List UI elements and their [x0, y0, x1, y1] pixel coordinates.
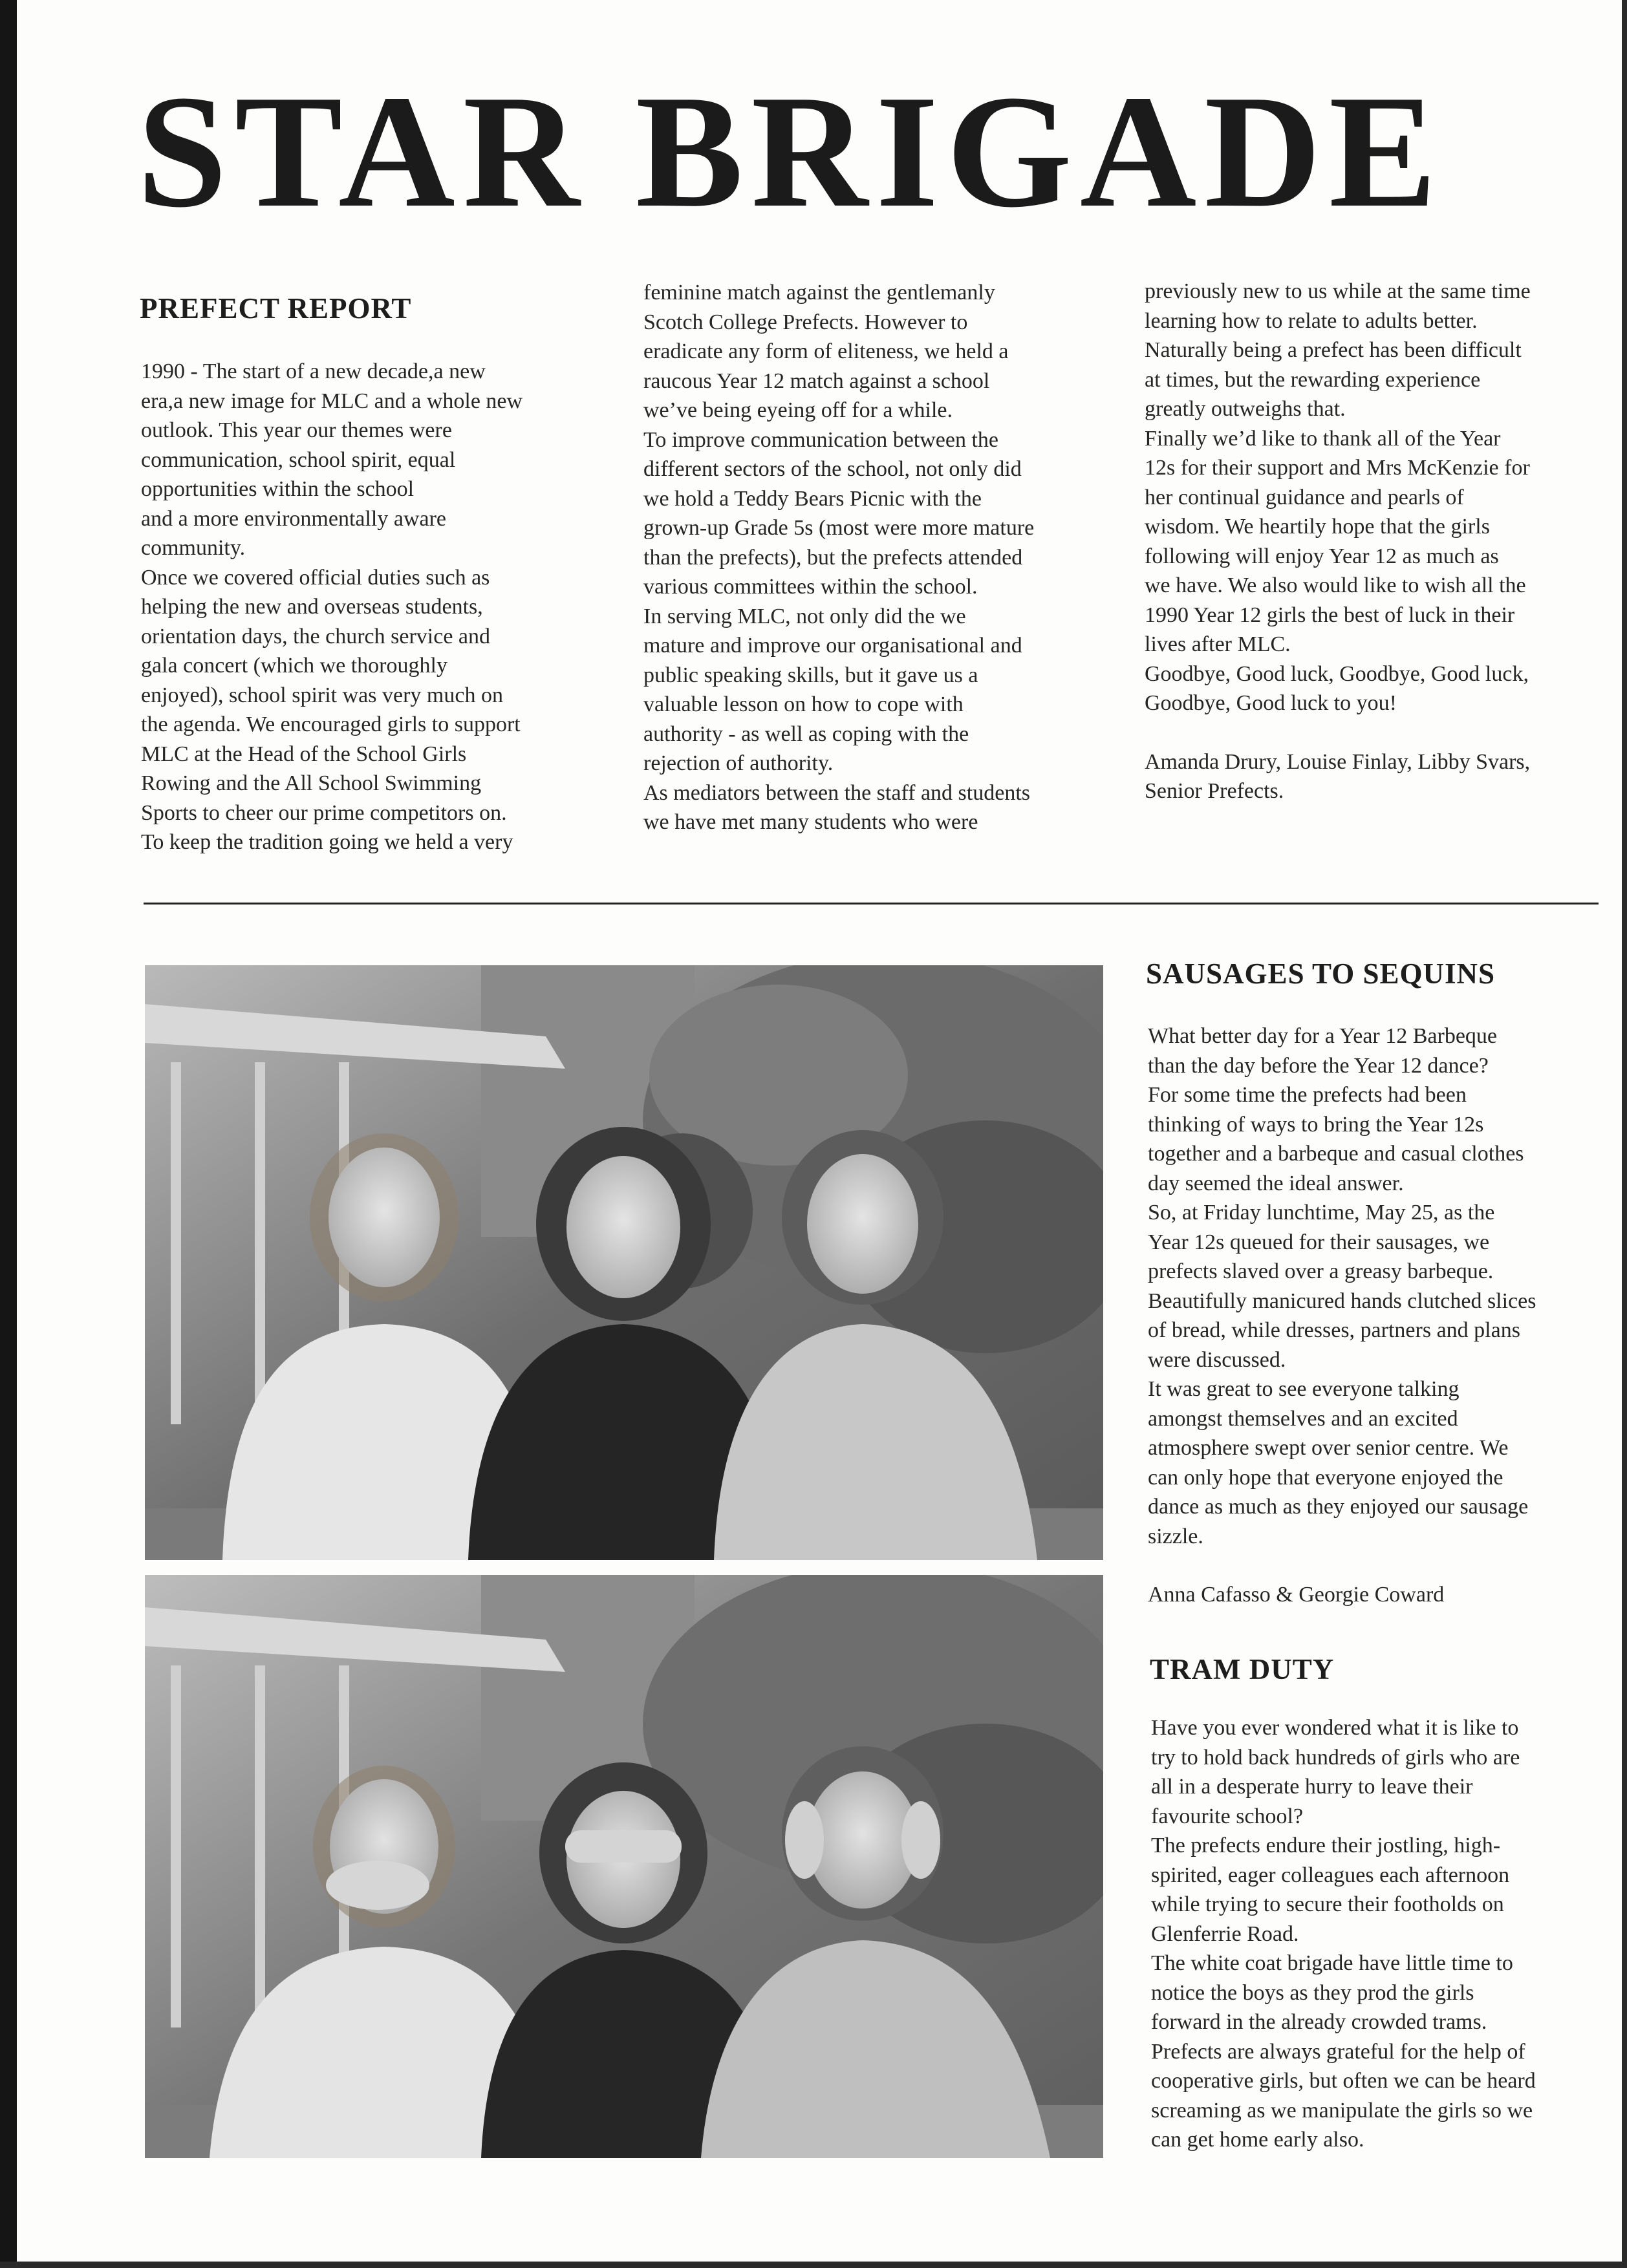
text-line: wisdom. We heartily hope that the girls: [1145, 515, 1490, 539]
text-line: were discussed.: [1148, 1347, 1286, 1372]
text-line: gala concert (which we thoroughly: [141, 654, 447, 678]
prefect-report-column-3: [1145, 277, 1610, 806]
text-line: notice the boys as they prod the girls: [1151, 1980, 1474, 2005]
text-line: and a more environmentally aware: [141, 506, 447, 531]
text-line: It was great to see everyone talking: [1148, 1377, 1460, 1401]
text-line: eradicate any form of eliteness, we held a: [643, 339, 1009, 363]
text-line: try to hold back hundreds of girls who are: [1151, 1745, 1520, 1770]
text-line: Goodbye, Good luck to you!: [1145, 691, 1397, 715]
text-line: MLC at the Head of the School Girls: [141, 742, 467, 766]
text-line: while trying to secure their footholds on: [1151, 1892, 1504, 1916]
text-line: following will enjoy Year 12 as much as: [1145, 544, 1499, 568]
text-line: amongst themselves and an excited: [1148, 1406, 1458, 1431]
text-line: different sectors of the school, not only did: [643, 457, 1022, 481]
text-line: rejection of authority.: [643, 751, 834, 775]
text-line: To improve communication between the: [643, 427, 999, 452]
text-line: favourite school?: [1151, 1804, 1304, 1828]
text-line: valuable lesson on how to cope with: [643, 692, 964, 716]
text-line: all in a desperate hurry to leave their: [1151, 1775, 1473, 1799]
text-line: than the prefects), but the prefects attended: [643, 545, 1023, 570]
text-line: spirited, eager colleagues each afternoon: [1151, 1863, 1510, 1887]
scan-edge-bottom: [0, 2262, 1627, 2268]
text-line: day seemed the ideal answer.: [1148, 1171, 1404, 1195]
text-line: prefects slaved over a greasy barbeque.: [1148, 1259, 1494, 1283]
text-line: can only hope that everyone enjoyed the: [1148, 1465, 1503, 1490]
text-line: Goodbye, Good luck, Goodbye, Good luck,: [1145, 661, 1529, 686]
scan-edge-left: [0, 0, 17, 2268]
text-line: mature and improve our organisational and: [643, 634, 1022, 658]
text-line: The white coat brigade have little time to: [1151, 1951, 1513, 1975]
text-line: dance as much as they enjoyed our sausage: [1148, 1495, 1529, 1519]
text-line: So, at Friday lunchtime, May 25, as the: [1148, 1201, 1495, 1225]
text-line: together and a barbeque and casual clothes: [1148, 1142, 1524, 1166]
prefect-report-heading: PREFECT REPORT: [140, 292, 412, 325]
text-line: lives after MLC.: [1145, 632, 1291, 656]
text-line: the agenda. We encouraged girls to support: [141, 712, 521, 736]
prefect-report-column-1: [141, 357, 594, 857]
text-line: public speaking skills, but it gave us a: [643, 663, 978, 687]
text-line: 12s for their support and Mrs McKenzie for: [1145, 456, 1530, 480]
text-line: Scotch College Prefects. However to: [643, 310, 968, 334]
photo-prefects-smiling: [145, 965, 1103, 1560]
signoff-line: Anna Cafasso & Georgie Coward: [1148, 1583, 1445, 1607]
text-line: atmosphere swept over senior centre. We: [1148, 1436, 1509, 1460]
text-line: Beautifully manicured hands clutched slices: [1148, 1289, 1536, 1313]
text-line: In serving MLC, not only did the we: [643, 604, 966, 628]
prefect-report-column-2: [643, 278, 1109, 837]
tram-duty-heading: TRAM DUTY: [1150, 1653, 1335, 1685]
text-line: Once we covered official duties such as: [141, 565, 490, 590]
signoff-line: Senior Prefects.: [1145, 779, 1284, 803]
text-line: The prefects endure their jostling, high-: [1151, 1834, 1501, 1857]
text-line: we have. We also would like to wish all the: [1145, 573, 1526, 597]
text-line: 1990 Year 12 girls the best of luck in their: [1145, 603, 1515, 627]
sausages-heading: SAUSAGES TO SEQUINS: [1146, 957, 1496, 990]
text-line: than the day before the Year 12 dance?: [1148, 1053, 1489, 1078]
text-line: orientation days, the church service and: [141, 624, 491, 648]
text-line: Prefects are always grateful for the help of: [1151, 2039, 1525, 2064]
text-line: can get home early also.: [1151, 2128, 1364, 2152]
text-line: greatly outweighs that.: [1145, 397, 1346, 421]
text-line: we have met many students who were: [643, 810, 978, 834]
text-line: learning how to relate to adults better.: [1145, 308, 1478, 333]
text-line: Rowing and the All School Swimming: [141, 771, 482, 795]
text-line: era,a new image for MLC and a whole new: [141, 389, 523, 413]
text-line: of bread, while dresses, partners and plans: [1148, 1318, 1520, 1342]
text-line: we’ve being eyeing off for a while.: [643, 398, 953, 422]
text-line: 1990 - The start of a new decade,a new: [141, 359, 486, 383]
text-line: opportunities within the school: [141, 477, 415, 501]
text-line: As mediators between the staff and students: [643, 780, 1031, 805]
text-line: Finally we’d like to thank all of the Year: [1145, 426, 1501, 451]
scan-edge-right: [1622, 0, 1627, 2268]
text-line: Have you ever wondered what it is like to: [1151, 1716, 1519, 1740]
text-line: forward in the already crowded trams.: [1151, 2010, 1487, 2034]
text-line: Glenferrie Road.: [1151, 1921, 1299, 1946]
text-line: Naturally being a prefect has been difficult: [1145, 338, 1522, 362]
text-line: her continual guidance and pearls of: [1145, 485, 1464, 509]
text-line: various committees within the school.: [643, 575, 978, 599]
text-line: we hold a Teddy Bears Picnic with the: [643, 486, 982, 511]
text-line: at times, but the rewarding experience: [1145, 367, 1481, 392]
text-line: authority - as well as coping with the: [643, 722, 969, 746]
text-line: communication, school spirit, equal: [141, 447, 456, 472]
text-line: grown-up Grade 5s (most were more mature: [643, 516, 1035, 540]
text-line: thinking of ways to bring the Year 12s: [1148, 1112, 1484, 1137]
signoff-line: Amanda Drury, Louise Finlay, Libby Svars,: [1145, 749, 1531, 774]
text-line: Year 12s queued for their sausages, we: [1148, 1230, 1490, 1254]
text-line: enjoyed), school spirit was very much on: [141, 683, 503, 707]
photo-prefects-see-no-evil: [145, 1575, 1103, 2158]
text-line: feminine match against the gentlemanly: [643, 281, 995, 305]
text-line: community.: [141, 536, 246, 560]
text-line: helping the new and overseas students,: [141, 595, 483, 619]
text-line: previously new to us while at the same time: [1145, 279, 1531, 303]
text-line: For some time the prefects had been: [1148, 1083, 1467, 1107]
text-line: cooperative girls, but often we can be heard: [1151, 2069, 1536, 2093]
sausages-article: [1148, 1022, 1600, 1610]
text-line: outlook. This year our themes were: [141, 418, 452, 442]
tram-duty-article: [1151, 1713, 1604, 2155]
text-line: screaming as we manipulate the girls so we: [1151, 2098, 1533, 2123]
page-title: STAR BRIGADE: [137, 62, 1445, 241]
section-divider: [144, 903, 1599, 904]
text-line: What better day for a Year 12 Barbeque: [1148, 1024, 1498, 1048]
text-line: raucous Year 12 match against a school: [643, 369, 990, 393]
text-line: To keep the tradition going we held a very: [141, 830, 513, 854]
text-line: sizzle.: [1148, 1524, 1203, 1548]
text-line: Sports to cheer our prime competitors on.: [141, 800, 507, 825]
